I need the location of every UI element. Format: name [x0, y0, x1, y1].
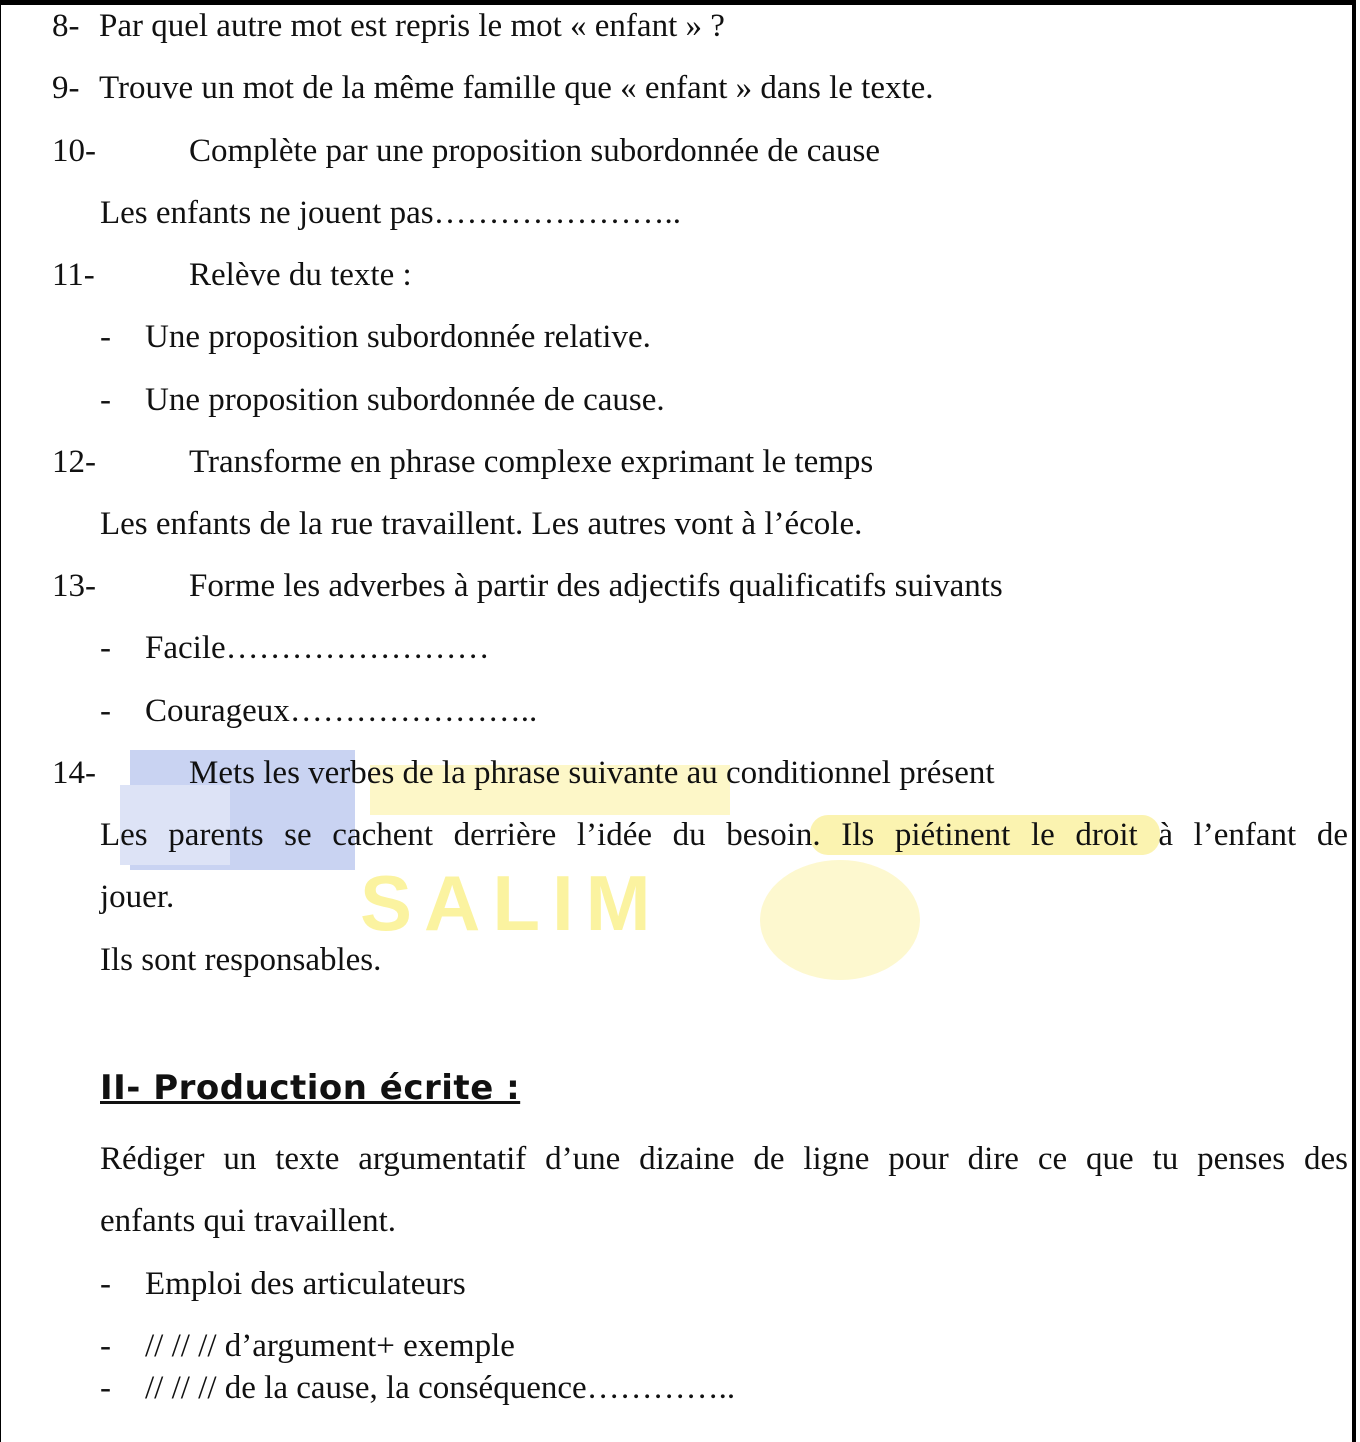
question-number: 8-: [52, 8, 80, 44]
list-dash: -: [100, 382, 111, 418]
list-dash: -: [100, 1266, 111, 1302]
list-item: [100, 317, 651, 357]
list-item-text: Une proposition subordonnée de cause.: [145, 382, 665, 418]
question-10: [52, 131, 880, 171]
question-number: 12-: [52, 444, 96, 480]
list-item-text: Une proposition subordonnée relative.: [145, 319, 651, 355]
list-dash: -: [100, 630, 111, 666]
list-item-text: Emploi des articulateurs: [145, 1266, 466, 1302]
question-number: 13-: [52, 568, 96, 604]
list-item-text: Courageux…………………..: [145, 693, 538, 729]
list-item-text: // // // de la cause, la conséquence…………..: [145, 1370, 736, 1406]
list-dash: -: [100, 1328, 111, 1364]
question-text: Par quel autre mot est repris le mot « enfant » ?: [99, 8, 725, 44]
list-item: [100, 1264, 466, 1304]
question-text: Forme les adverbes à partir des adjectifs qualificatifs suivants: [189, 568, 1003, 604]
question-text: Transforme en phrase complexe exprimant le temps: [189, 444, 874, 480]
question-number: 10-: [52, 133, 96, 169]
question-14-sentence-line-1: Les parents se cachent derrière l’idée du besoin. Ils piétinent le droit à l’enfant de: [100, 817, 1348, 853]
question-12: [52, 442, 874, 482]
question-14-sentence-line-3: Ils sont responsables.: [100, 942, 382, 978]
watermark-yellow-blob: [760, 860, 920, 980]
list-item: [100, 380, 665, 420]
question-11: [52, 255, 412, 295]
list-item: [100, 628, 490, 668]
list-item-text: Facile……………………: [145, 630, 490, 666]
question-13: [52, 566, 1003, 606]
question-10-sentence: Les enfants ne jouent pas…………………..: [100, 195, 682, 231]
question-8: [52, 6, 725, 46]
list-item: [100, 691, 538, 731]
question-9: [52, 68, 934, 108]
list-dash: -: [100, 1370, 111, 1406]
list-item: [100, 1326, 515, 1366]
production-instruction-line-2: enfants qui travaillent.: [100, 1203, 396, 1239]
question-number: 11-: [52, 257, 95, 293]
question-12-sentence: Les enfants de la rue travaillent. Les autres vont à l’école.: [100, 506, 863, 542]
question-text: Relève du texte :: [189, 257, 412, 293]
section-heading: II- Production écrite :: [100, 1068, 521, 1108]
list-item-text: // // // d’argument+ exemple: [145, 1328, 515, 1364]
question-number: 9-: [52, 70, 80, 106]
list-dash: -: [100, 693, 111, 729]
question-number: 14-: [52, 755, 96, 791]
question-14: [52, 753, 995, 793]
watermark-text: SALIM: [360, 859, 663, 947]
question-text: Trouve un mot de la même famille que « enfant » dans le texte.: [99, 70, 934, 106]
list-item: [100, 1368, 736, 1408]
question-text: Complète par une proposition subordonnée de cause: [189, 133, 880, 169]
question-text: Mets les verbes de la phrase suivante au conditionnel présent: [189, 755, 995, 791]
list-dash: -: [100, 319, 111, 355]
production-instruction-line-1: Rédiger un texte argumentatif d’une dizaine de ligne pour dire ce que tu penses des: [100, 1141, 1348, 1177]
question-14-sentence-line-2: jouer.: [100, 879, 175, 915]
